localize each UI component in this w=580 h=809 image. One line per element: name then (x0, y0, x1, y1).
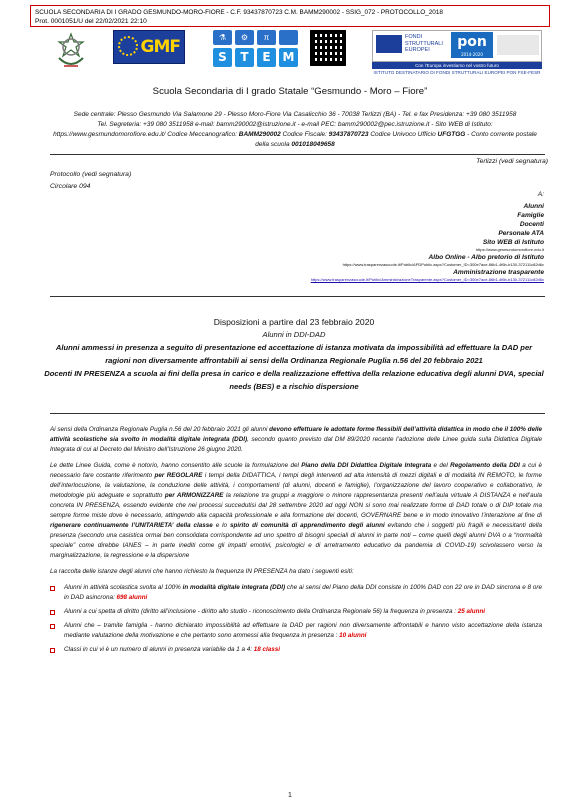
document-meta (50, 169, 131, 193)
pon-logo (372, 30, 542, 62)
pon-fondi-text: FONDI STRUTTURALI EUROPEI (405, 34, 443, 53)
text: a cui è necessario fare costante riferimento (50, 462, 542, 479)
protocol-line-2: Prot. 0001051/U del 22/02/2021 22:10 (35, 18, 147, 25)
gmf-logo (113, 30, 185, 64)
subject-divider (50, 413, 545, 414)
amministrazione-trasparente-link[interactable]: https://www.trasparenzascuole.it/Public/AmministrazioneTrasparente.aspx?Customer_ID=300e7ace-86b1-4f6b-b130-372111c82d6c (310, 277, 544, 282)
recipient: Personale ATA (498, 230, 544, 237)
text: la relazione tra gruppi a maggiore o minore rappresentanza presenti nell’aula virtuale A DISTANZA e nell’aula concreta IN PRESENZA, essendo evidente che nei processi succedutisi dal 28 settembre 2020 ad oggi NON si sono mai realizzate forme di DAD totale o di DIP totale ma sempre forme miste dove è necessario, attingendo alla capacità professionale e alla formazione dei docenti, GOVERNARE bene e in modo innovativo l’interazione al fine di (50, 492, 542, 519)
codes-text: Codice Univoco Ufficio (368, 131, 438, 138)
codes-line (50, 130, 540, 150)
italian-republic-emblem-icon (56, 32, 86, 70)
list-item (50, 607, 542, 617)
list-item (50, 583, 542, 603)
text: , secondo quanto previsto dal DM 89/2020 recante l’adozione delle Linee guida sulla Didattica Digitale Integrata di cui al Decreto del Ministro dell’Istruzione 26 giugno 2020. (50, 436, 542, 453)
blank-tile (279, 30, 298, 45)
header-divider (50, 154, 545, 155)
text: i tempi della DIDATTICA, i tempi degli interventi ad alta intensità di mezzi digitali e di modalità IN REMOTO, le forme dell’interlocuzione, la valutazione, la conduzione delle attività, i comportamenti (di alunni, docenti e famiglie), l’organizzazione del lavoro cooperativo e collaborativo, le metodologie più adeguate e soprattutto (50, 472, 542, 499)
stem-letter: E (257, 48, 276, 67)
text-bold: spirito di comunità di apprendimento degli alunni (229, 522, 385, 529)
count-highlight: 25 alunni (457, 608, 486, 615)
checkbox-bullet-icon (50, 648, 55, 653)
pi-icon: π (257, 30, 276, 45)
code-mecc: BAMM290002 (238, 131, 281, 138)
checkbox-bullet-icon (50, 586, 55, 591)
subject-subtitle: Alunni in DDI-DAD (262, 330, 326, 339)
site-link[interactable]: https://www.gesmundomorofiore.edu.it/ Codice Meccanografico: (53, 131, 239, 138)
text-bold: Regolamento della DDI (450, 462, 520, 469)
recipient: Docenti (519, 221, 544, 228)
recipients (214, 190, 544, 283)
school-name: Scuola Secondaria di I grado Statale “Gesmundo - Moro – Fiore” (152, 86, 428, 97)
paragraph-2 (50, 461, 542, 561)
recipients-label: A: (537, 191, 544, 198)
albo-online: Albo Online - Albo pretorio di Istituto (428, 254, 544, 261)
subject-title: Disposizioni a partire dal 23 febbraio 2020 (213, 317, 375, 327)
eu-flag-icon (376, 35, 402, 53)
qr-code-icon[interactable] (310, 30, 346, 66)
albo-url[interactable]: https://www.trasparenzascuole.it/Public/APDPublic.aspx?Customer_ID=300e7ace-86b1-4f6b-b130-372111c82d6c (342, 262, 544, 267)
stem-letter: M (279, 48, 298, 67)
stem-letter: S (213, 48, 232, 67)
text: Ai sensi della Ordinanza Regionale Puglia n.56 del 20 febbraio 2021 gli alunni (50, 426, 270, 433)
list-item (50, 621, 542, 641)
checkbox-bullet-icon (50, 624, 55, 629)
list-item (50, 645, 542, 655)
code-fiscale: 93437870723 (328, 131, 369, 138)
pon-slogan: Con l'Europa investiamo nel vostro futuro (372, 62, 542, 69)
circolare: Circolare 094 (50, 183, 91, 190)
pon-mark (451, 32, 493, 58)
text: Alunni in attività scolastica svolta al 100% (64, 584, 183, 591)
letterhead (50, 110, 540, 150)
stem-logo (213, 30, 301, 70)
body-text (50, 425, 542, 659)
results-list (50, 583, 542, 655)
pon-note: ISTITUTO DESTINATARIO DI FONDI STRUTTURALI EUROPEI PON FSE-FESR (373, 70, 541, 75)
text-bold: per ARMONIZZARE (164, 492, 224, 499)
flask-icon: ⚗ (213, 30, 232, 45)
text-bold: in modalità digitale integrata (DDI) (182, 584, 286, 591)
protocol-stamp (30, 5, 550, 27)
paragraph-3: La raccolta delle istanze degli alunni che hanno richiesto la frequenza IN PRESENZA ha dato i seguenti esiti: (50, 568, 354, 575)
page-number: 1 (288, 792, 292, 799)
subject (44, 316, 544, 393)
subject-line-2: Docenti IN PRESENZA a scuola ai fini della presa in carico e della realizzazione effettiva della relazione educativa degli alunni DVA, special needs (BES) e a rischio dispersione (44, 369, 544, 391)
pon-mark-text: pon (457, 34, 487, 50)
text-bold: rigenerare continuamente l’UNITARIETA’ della classe (50, 522, 213, 529)
text: Le dette Linee Guida, come è notorio, hanno consentito alle scuole la formulazione del (50, 462, 302, 469)
paragraph-1 (50, 425, 542, 455)
text: e del (431, 462, 451, 469)
place-date: Terlizzi (vedi segnatura) (476, 158, 548, 165)
codes-text: Codice Fiscale: (280, 131, 329, 138)
text: Classi in cui vi è un numero di alunni in presenza variabile da 1 a 4: (64, 646, 254, 653)
text-bold: devono effettuare le adottate forme flessibili dell’attività didattica in modo che il 100% delle attività scolastiche sia svolto in modalità digitale integrata (DDI) (50, 426, 543, 443)
logo-strip (0, 30, 580, 75)
recipient: Famiglie (517, 212, 544, 219)
recipient: Sito WEB di Istituto (482, 239, 544, 246)
ministry-logo (497, 35, 539, 55)
recipients-divider (50, 296, 545, 297)
protocol-line-1: SCUOLA SECONDARIA DI I GRADO GESMUNDO-MORO-FIORE - C.F. 93437870723 C.M. BAMM290002 - SSIG_072 - PROTOCOLLO_2018 (35, 9, 443, 16)
stem-letter: T (235, 48, 254, 67)
subject-line-1: Alunni ammessi in presenza a seguito di presentazione ed accettazione di istanza motivata da impossibilità ad effettuare la DAD per ragioni non diversamente affrontabili ai sensi della Ordinanza Regionale Puglia n.56 del 20 febbraio 2021 (55, 343, 533, 365)
count-highlight: 10 alunni (339, 632, 367, 639)
checkbox-bullet-icon (50, 610, 55, 615)
address-line: Sede centrale: Plesso Gesmundo Via Salamone 29 - Plesso Moro-Fiore Via Casalicchio 36 - 70038 Terlizzi (BA) - Tel. e fax Presidenza: +39 080 3511958 (73, 111, 517, 118)
codes-text: - Conto corrente postale della scuola (255, 131, 537, 148)
code-conto: 001018049658 (291, 141, 335, 148)
gear-icon: ⚙ (235, 30, 254, 45)
text-bold: Piano della DDI Didattica Digitale Integrata (301, 462, 432, 469)
text: evitando che i soggetti più fragili e necessitanti della presenza (secondo una casistica ormai ben consolidata corrispondente ad uno spettro di bisogni speciali di alunni in parte noti – come quelli degli alunni DVA o a “normalità speciale” come direbbe IANES – in parte inediti come gli impatti emotivi, psicologici e di arretramento educativo da pandemia di COVID-19) scivolassero verso la marginalizzazione, la regressione e la dispersione (50, 522, 542, 559)
contacts-line: Tel. Segreteria: +39 080 3511958 e-mail: bamm290002@istruzione.it - e-mail PEC: bamm290002@pec.istruzione.it - Sito WEB di Istituto: (97, 121, 493, 128)
text-bold: per REGOLARE (154, 472, 203, 479)
text: che ai sensi del Piano della DDI consiste in 100% DAD con 22 ore in DAD sincrona e 8 ore in DAD asincrona: (64, 584, 542, 601)
amministrazione-trasparente: Amministrazione trasparente (453, 269, 544, 276)
protocollo: Protocollo (vedi segnatura) (50, 171, 132, 178)
eu-stars-icon (118, 36, 138, 56)
text: Alunni che – tramite famiglia - hanno dichiarato impossibilità ad effettuare la DAD per ragioni non diversamente affrontabili e hanno visto accettazione della istanza mediante valutazione della motivazione e che pertanto sono ammessi alla frequenza in presenza : (64, 622, 542, 639)
recipient: Alunni (523, 203, 544, 210)
count-highlight: 698 alunni (116, 594, 148, 601)
count-highlight: 18 classi (253, 646, 280, 653)
text: e lo (212, 522, 230, 529)
site-url[interactable]: https://www.gesmundomorofiore.edu.it (475, 247, 544, 252)
pon-years: 2014-2020 (461, 52, 483, 57)
gmf-logo-text: GMF (140, 37, 180, 57)
text: Alunni a cui spetta di diritto (diritto all’inclusione - diritto allo studio - riconoscimento della Ordinanza Regionale 56) la frequenza in presenza : (64, 608, 458, 615)
code-ufficio: UFGTGG (437, 131, 466, 138)
